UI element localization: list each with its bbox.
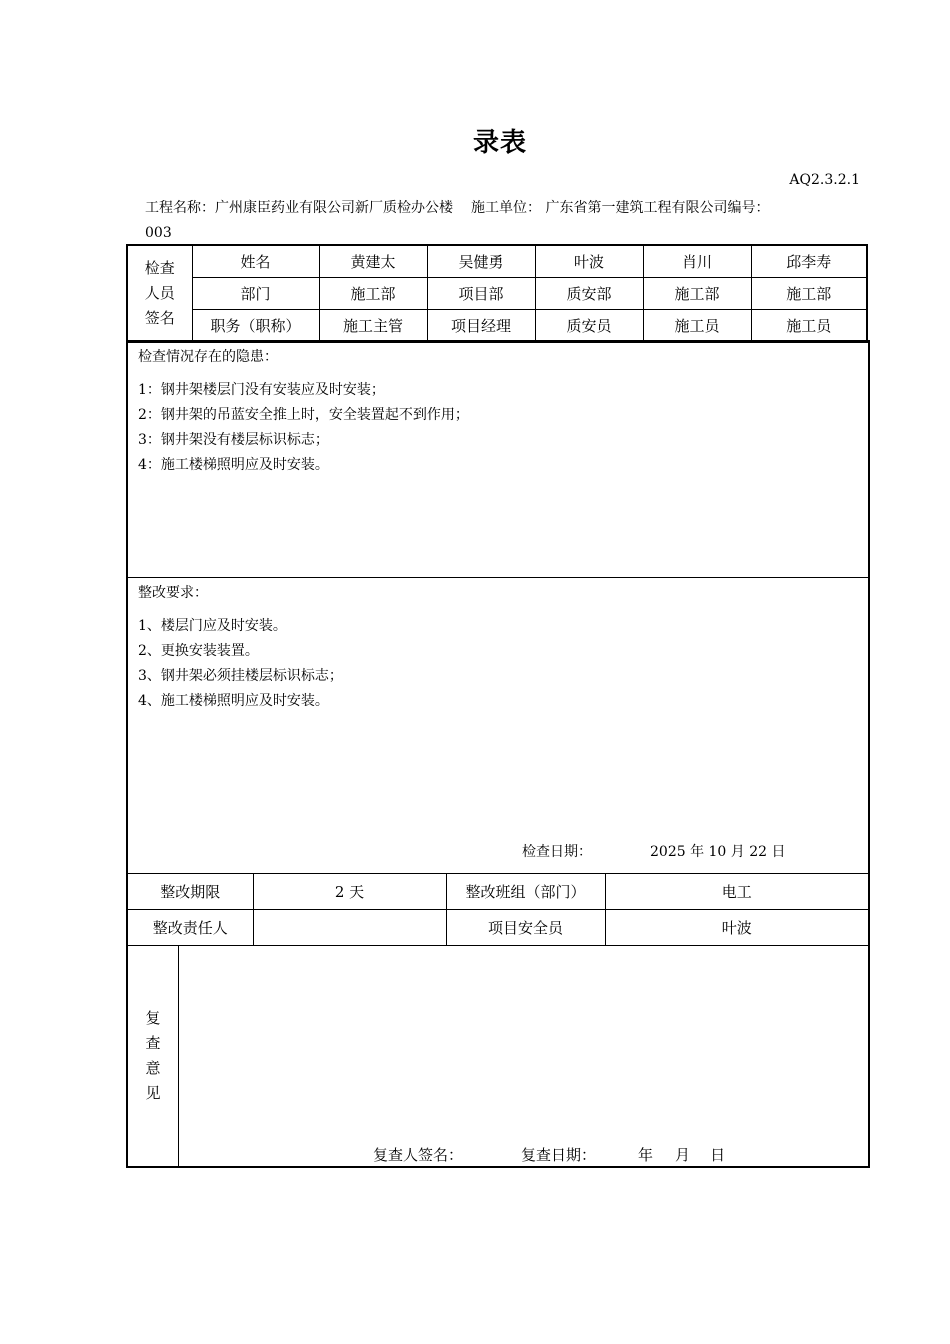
team-label: 整改班组（部门） xyxy=(446,874,605,910)
inspection-date-row xyxy=(522,841,786,861)
review-section xyxy=(126,945,870,1168)
project-name-label: 工程名称： xyxy=(145,200,215,216)
owner-label: 整改责任人 xyxy=(127,910,253,946)
form-title: 录表 xyxy=(472,128,527,158)
inspection-date-label: 检查日期： xyxy=(522,844,592,860)
inspector-name: 吴健勇 xyxy=(427,245,535,278)
hazards-label: 检查情况存在的隐患： xyxy=(138,349,278,365)
inspector-name: 叶波 xyxy=(535,245,643,278)
review-date-label: 复查日期： xyxy=(521,1146,597,1164)
inspector-table xyxy=(126,244,868,343)
safety-officer-value: 叶波 xyxy=(605,910,869,946)
inspector-dept: 施工部 xyxy=(751,278,867,310)
period-value: 2 天 xyxy=(253,874,446,910)
period-label: 整改期限 xyxy=(127,874,253,910)
review-label-cell xyxy=(128,946,179,1166)
dept-row-label: 部门 xyxy=(192,278,319,310)
hazard-item: 1：钢井架楼层门没有安装应及时安装； xyxy=(138,382,385,398)
inspector-name: 肖川 xyxy=(643,245,751,278)
inspector-title: 项目经理 xyxy=(427,310,535,343)
project-name: 广州康臣药业有限公司新厂质检办公楼 xyxy=(215,200,453,216)
number-label: 编号： xyxy=(727,200,770,216)
reviewer-signature-label: 复查人签名： xyxy=(373,1146,464,1164)
rectification-item: 4、施工楼梯照明应及时安装。 xyxy=(138,693,329,709)
rectification-details-table xyxy=(126,873,870,946)
team-value: 电工 xyxy=(605,874,869,910)
review-day: 日 xyxy=(710,1146,726,1164)
inspector-name: 黄建太 xyxy=(319,245,427,278)
inspector-title: 施工主管 xyxy=(319,310,427,343)
inspector-group-label: 检查 人员 签名 xyxy=(127,245,192,342)
inspection-date: 2025 年 10 月 22 日 xyxy=(650,844,786,860)
inspector-name: 邱李寿 xyxy=(751,245,867,278)
unit-label: 施工单位： xyxy=(471,200,541,216)
rectification-item: 1、楼层门应及时安装。 xyxy=(138,618,287,634)
name-row-label: 姓名 xyxy=(192,245,319,278)
hazards-section xyxy=(126,340,870,578)
review-label: 复 查 意 见 xyxy=(145,1009,161,1102)
inspector-title: 质安员 xyxy=(535,310,643,343)
inspector-title: 施工员 xyxy=(751,310,867,343)
unit-name: 广东省第一建筑工程有限公司 xyxy=(545,200,728,216)
inspector-dept: 施工部 xyxy=(319,278,427,310)
owner-value xyxy=(253,910,446,946)
rectification-label: 整改要求： xyxy=(138,585,208,601)
review-year: 年 xyxy=(638,1146,654,1164)
form-number: 003 xyxy=(145,225,172,241)
review-month: 月 xyxy=(675,1146,691,1164)
inspector-title: 施工员 xyxy=(643,310,751,343)
review-signature-row xyxy=(373,1144,725,1165)
rectification-item: 2、更换安装装置。 xyxy=(138,643,259,659)
hazard-item: 4：施工楼梯照明应及时安装。 xyxy=(138,457,329,473)
rectification-item: 3、钢井架必须挂楼层标识标志； xyxy=(138,668,343,684)
inspector-dept: 施工部 xyxy=(643,278,751,310)
form-code: AQ2.3.2.1 xyxy=(789,172,860,188)
rectification-list xyxy=(138,614,343,714)
inspector-dept: 项目部 xyxy=(427,278,535,310)
safety-officer-label: 项目安全员 xyxy=(446,910,605,946)
inspector-dept: 质安部 xyxy=(535,278,643,310)
title-row-label: 职务（职称） xyxy=(192,310,319,343)
hazards-list xyxy=(138,378,469,478)
hazard-item: 3：钢井架没有楼层标识标志； xyxy=(138,432,329,448)
hazard-item: 2：钢井架的吊蓝安全推上时，安全装置起不到作用； xyxy=(138,407,469,423)
project-info xyxy=(145,196,865,246)
rectification-section xyxy=(126,577,870,874)
